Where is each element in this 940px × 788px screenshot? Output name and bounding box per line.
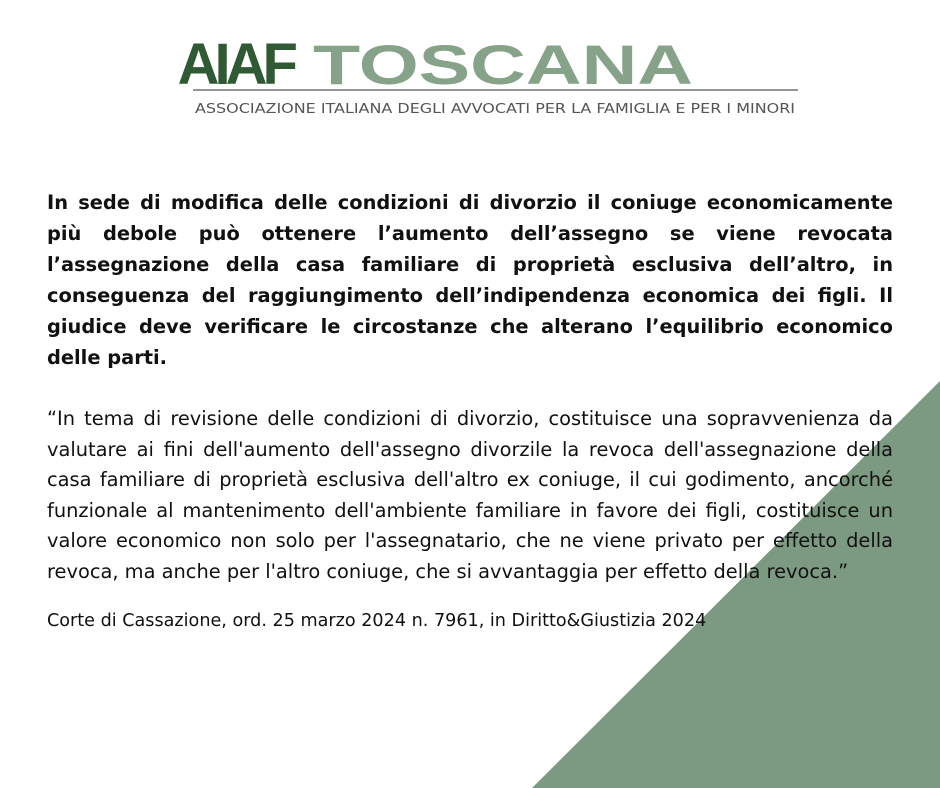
- logo-region-text: TOSCANA: [313, 33, 693, 96]
- lead-paragraph: In sede di modifica delle condizioni di divorzio il coniuge economicamente più debole può ottenere l’aumento dell’assegno se viene revocata l’assegnazione della casa familiare di proprietà esclusiva dell’altro, in conseguenza del raggiungimento dell’indipendenza economica dei figli. Il giudice deve verificare le circostanze che alterano l’equilibrio economico delle parti.: [47, 191, 893, 369]
- logo-aiaf-text: AIAF: [177, 32, 293, 97]
- logo-tagline: ASSOCIAZIONE ITALIANA DEGLI AVVOCATI PER LA FAMIGLIA E PER I MINORI: [195, 102, 795, 117]
- source-citation: Corte di Cassazione, ord. 25 marzo 2024 n. 7961, in Diritto&Giustizia 2024: [47, 610, 707, 631]
- aiaf-toscana-logo: [177, 32, 798, 124]
- court-quote: “In tema di revisione delle condizioni di divorzio, costituisce una sopravvenienza da valutare ai fini dell'aumento dell'assegno divorzile la revoca dell'assegnazione della casa familiare di proprietà esclusiva dell'altro ex coniuge, il cui godimento, ancorché funzionale al mantenimento dell'ambiente familiare in favore dei figli, costituisce un valore economico non solo per l'assegnatario, che ne viene privato per effetto della revoca, ma anche per l'altro coniuge, che si avvantaggia per effetto della revoca.”: [47, 407, 893, 583]
- article: [47, 187, 893, 634]
